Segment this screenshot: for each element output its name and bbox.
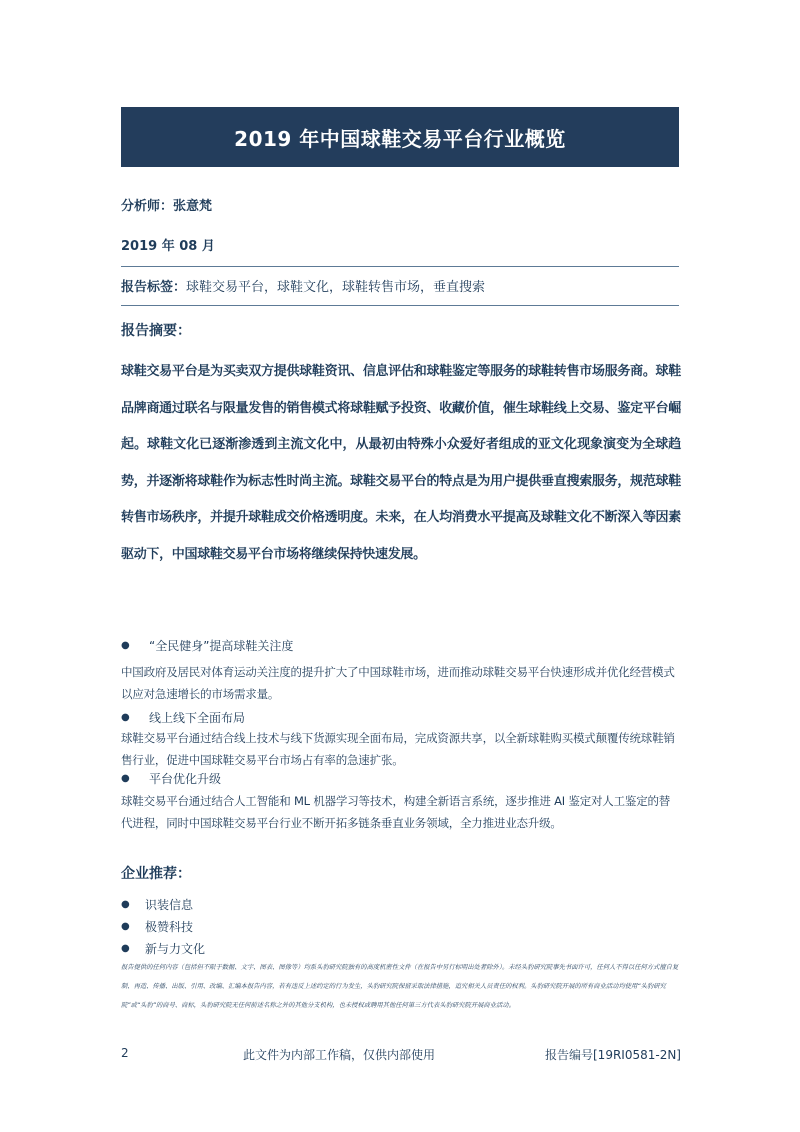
bullet-text: 球鞋交易平台通过结合人工智能和 ML 机器学习等技术，构建全新语言系统，逐步推进 AI 鉴定对人工鉴定的替代进程，同时中国球鞋交易平台行业不断开拓多链条垂直业务领域，全力推进业态升级。: [121, 794, 671, 830]
bullet-dot-icon: ●: [121, 920, 130, 932]
tags-value: 球鞋交易平台，球鞋文化，球鞋转售市场，垂直搜索: [186, 280, 486, 295]
bullet-heading-text: 平台优化升级: [149, 772, 222, 786]
bullet-dot-icon: ●: [121, 712, 130, 723]
bullet-heading-text: 线上线下全面布局: [149, 711, 246, 725]
company-heading: 企业推荐：: [121, 866, 191, 882]
confidential-notice: 此文件为内部工作稿，仅供内部使用: [243, 1048, 436, 1062]
bullet-text: 中国政府及居民对体育运动关注度的提升扩大了中国球鞋市场，进而推动球鞋交易平台快速形成并优化经营模式以应对急速增长的市场需求量。: [121, 665, 675, 701]
bullet-text: 球鞋交易平台通过结合线上技术与线下货源实现全面布局，完成资源共享，以全新球鞋购买模式颠覆传统球鞋销售行业，促进中国球鞋交易平台市场占有率的急速扩张。: [121, 731, 675, 767]
bullet-heading: [121, 709, 245, 726]
tags-label: 报告标签：: [121, 280, 187, 295]
analyst-name: 分析师：张意梵: [121, 199, 213, 214]
company-name: 新与力文化: [145, 941, 206, 956]
disclaimer: 报告提供的任何内容（包括但不限于数据、文字、图表、图像等）均系头豹研究院独有的高度机密性文件（在报告中另行标明出处者除外）。未经头豹研究院事先书面许可，任何人不得以任何方式擅自复制、再造、传播、出版、引用、改编、汇编本报告内容，若有违反上述约定的行为发生，头豹研究院保留采取法律措施，追究相关人员责任的权利。头豹研究院开展的所有商业活动均使用“头豹研究院”或“头豹”的商号、商标，头豹研究院无任何前述名称之外的其他分支机构，也未授权或聘用其他任何第三方代表头豹研究院开展商业活动。: [121, 964, 679, 1009]
report-id: 报告编号[19RI0581-2N]: [545, 1048, 681, 1062]
company-name: 识装信息: [145, 897, 194, 912]
bullet-dot-icon: ●: [121, 640, 130, 651]
company-list: [121, 893, 205, 959]
bullet-dot-icon: ●: [121, 942, 130, 954]
divider-top: [121, 266, 679, 267]
report-tags: [121, 276, 485, 295]
list-item: [121, 915, 205, 937]
company-name: 极赞科技: [145, 919, 194, 934]
report-date: 2019 年 08 月: [121, 239, 215, 254]
divider-bottom: [121, 305, 679, 306]
summary-heading: 报告摘要：: [121, 323, 191, 339]
bullet-dot-icon: ●: [121, 773, 130, 784]
bullet-heading: [121, 637, 293, 654]
list-item: [121, 937, 205, 959]
list-item: [121, 893, 205, 915]
report-title: 2019 年中国球鞋交易平台行业概览: [121, 107, 679, 167]
bullet-heading-text: “全民健身”提高球鞋关注度: [149, 639, 294, 653]
bullet-heading: [121, 770, 221, 787]
bullet-dot-icon: ●: [121, 898, 130, 910]
page-number: 2: [121, 1046, 129, 1060]
summary-body: 球鞋交易平台是为买卖双方提供球鞋资讯、信息评估和球鞋鉴定等服务的球鞋转售市场服务商。球鞋品牌商通过联名与限量发售的销售模式将球鞋赋予投资、收藏价值，催生球鞋线上交易、鉴定平台崛起。球鞋文化已逐渐渗透到主流文化中，从最初由特殊小众爱好者组成的亚文化现象演变为全球趋势，并逐渐将球鞋作为标志性时尚主流。球鞋交易平台的特点是为用户提供垂直搜索服务，规范球鞋转售市场秩序，并提升球鞋成交价格透明度。未来，在人均消费水平提高及球鞋文化不断深入等因素驱动下，中国球鞋交易平台市场将继续保持快速发展。: [121, 364, 681, 562]
